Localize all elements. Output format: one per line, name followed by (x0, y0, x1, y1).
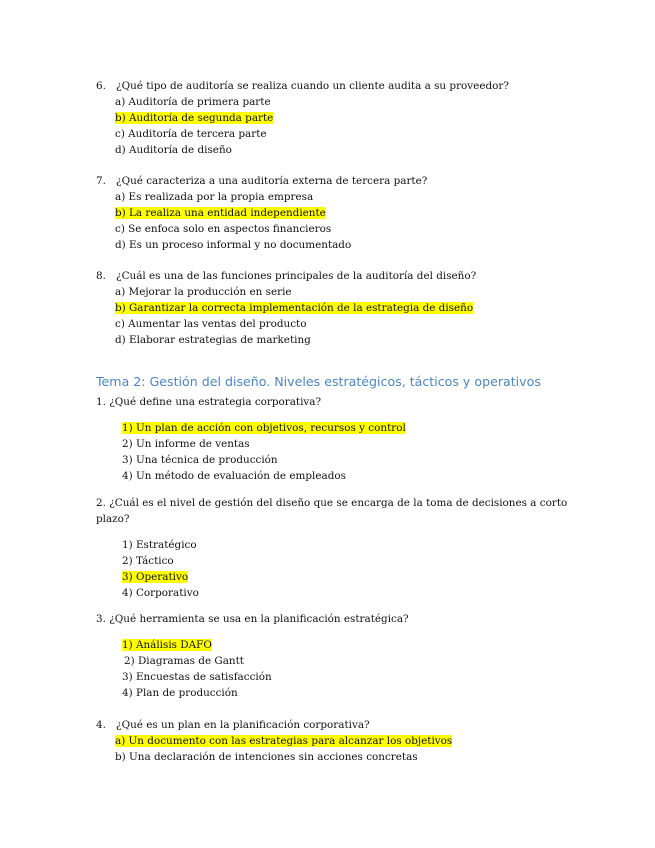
highlighted-answer: a) Un documento con las estrategias para alcanzar los objetivos (115, 735, 453, 747)
question-7 (96, 174, 427, 188)
option-item: c) Se enfoca solo en aspectos financieros (115, 223, 332, 235)
option-item: 2) Un informe de ventas (122, 438, 250, 450)
question-number: 6. (96, 80, 106, 92)
section-heading: Tema 2: Gestión del diseño. Niveles estratégicos, tácticos y operativos (96, 374, 541, 389)
option-item: 1) Estratégico (122, 539, 197, 551)
question-text-continued: plazo? (96, 513, 130, 525)
option-item: d) Auditoría de diseño (115, 144, 232, 156)
option-item: 2) Diagramas de Gantt (124, 655, 244, 667)
question-text: ¿Qué es un plan en la planificación corporativa? (116, 719, 370, 731)
option-item: a) Es realizada por la propia empresa (115, 191, 314, 203)
question-text: ¿Qué tipo de auditoría se realiza cuando un cliente audita a su proveedor? (116, 80, 509, 92)
highlighted-answer: 1) Un plan de acción con objetivos, recursos y control (122, 422, 406, 434)
option-item: 3) Encuestas de satisfacción (122, 671, 272, 683)
highlighted-answer: b) Auditoría de segunda parte (115, 112, 274, 124)
option-item: d) Es un proceso informal y no documentado (115, 239, 352, 251)
option-item: 2) Táctico (122, 555, 174, 567)
highlighted-answer: 3) Operativo (122, 571, 189, 583)
option-item: d) Elaborar estrategias de marketing (115, 334, 311, 346)
option-item: 4) Un método de evaluación de empleados (122, 470, 346, 482)
highlighted-answer: b) La realiza una entidad independiente (115, 207, 326, 219)
question-number: 4. (96, 719, 106, 731)
option-item: c) Auditoría de tercera parte (115, 128, 267, 140)
option-item: b) Una declaración de intenciones sin acciones concretas (115, 751, 418, 763)
highlighted-answer: 1) Análisis DAFO (122, 639, 212, 651)
question-8 (96, 269, 476, 283)
question-6 (96, 79, 509, 93)
question-4 (96, 718, 370, 732)
option-item: a) Mejorar la producción en serie (115, 286, 292, 298)
question-text: 2. ¿Cuál es el nivel de gestión del diseño que se encarga de la toma de decisiones a corto (96, 497, 568, 509)
option-item: c) Aumentar las ventas del producto (115, 318, 307, 330)
question-text: 1. ¿Qué define una estrategia corporativa? (96, 396, 322, 408)
question-text: 3. ¿Qué herramienta se usa en la planificación estratégica? (96, 613, 409, 625)
question-text: ¿Qué caracteriza a una auditoría externa de tercera parte? (116, 175, 428, 187)
option-item: 4) Corporativo (122, 587, 199, 599)
highlighted-answer: b) Garantizar la correcta implementación de la estrategia de diseño (115, 302, 474, 314)
option-item: a) Auditoría de primera parte (115, 96, 271, 108)
question-number: 8. (96, 270, 106, 282)
option-item: 3) Una técnica de producción (122, 454, 278, 466)
question-number: 7. (96, 175, 106, 187)
option-item: 4) Plan de producción (122, 687, 238, 699)
question-text: ¿Cuál es una de las funciones principales de la auditoría del diseño? (116, 270, 477, 282)
